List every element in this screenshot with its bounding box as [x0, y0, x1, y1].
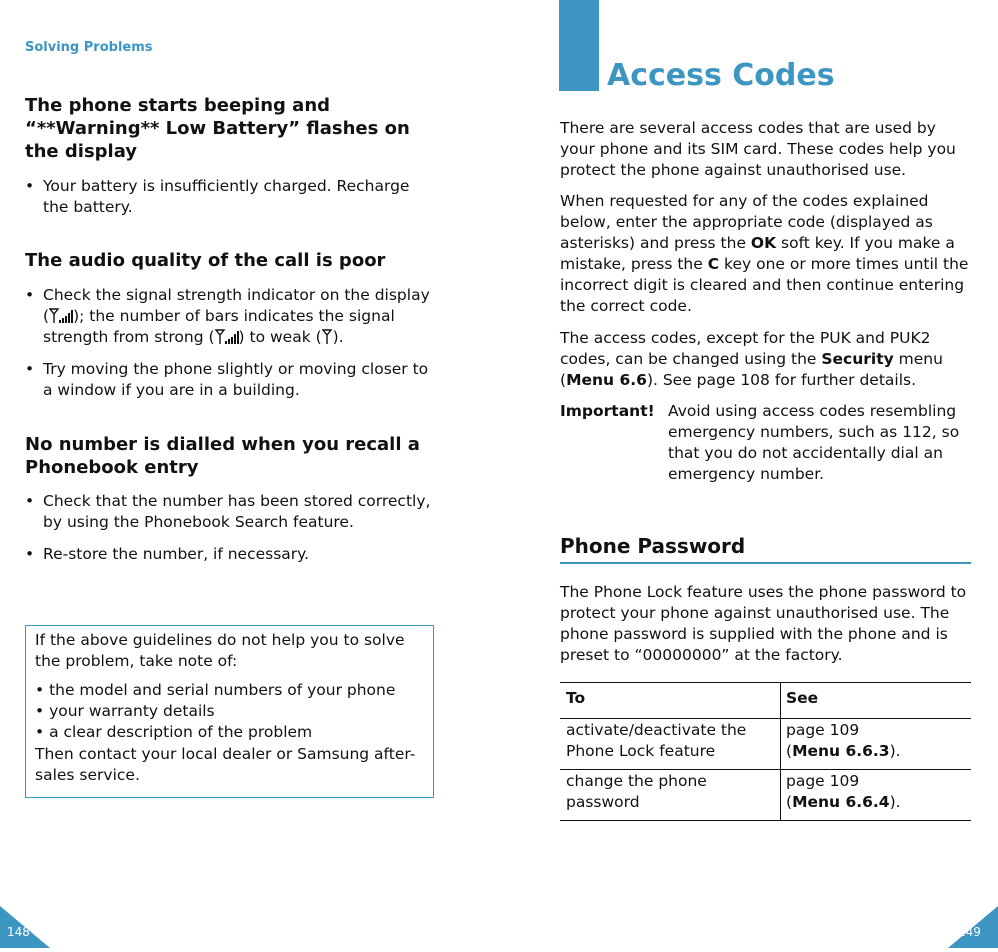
bullet-text	[43, 285, 435, 348]
text-run: soft key. If you make a mistake, press the	[560, 234, 955, 273]
page-reference: page 109	[786, 772, 860, 790]
heading-text: The phone starts beeping and “**Warning** Low Battery” flashes on the display	[25, 95, 410, 162]
text-run: Check the signal strength indicator on the display (	[43, 286, 430, 325]
text-run: The access codes, except for the PUK and PUK2 codes, can be changed using the	[560, 329, 931, 368]
menu-reference: Menu 6.6.3	[792, 742, 890, 760]
table-rule	[560, 820, 971, 821]
bullet-text: Your battery is insufficiently charged. Recharge the battery.	[43, 177, 410, 216]
note-item: • the model and serial numbers of your phone	[35, 681, 396, 699]
page-title: Access Codes	[607, 58, 835, 93]
bullet-text: Re-store the number, if necessary.	[43, 545, 310, 563]
menu-reference: Menu 6.6	[566, 371, 647, 389]
signal-strong-icon	[215, 329, 239, 345]
paragraph	[560, 328, 972, 391]
table-cell-to: change the phone password	[566, 772, 707, 811]
c-key-label: C	[707, 255, 720, 273]
page-number-tab-left	[0, 906, 50, 948]
table-cell-see	[786, 771, 966, 813]
bullet-icon: •	[25, 545, 35, 563]
bullet-text: Try moving the phone slightly or moving closer to a window if you are in a building.	[43, 360, 429, 399]
section-heading: Phone Password	[560, 534, 746, 558]
section-heading-no-number-dialled	[25, 433, 435, 479]
menu-reference-line: (Menu 6.6.4).	[786, 793, 901, 811]
table-rule	[560, 682, 971, 683]
bullet-icon: •	[25, 492, 35, 510]
important-text: Avoid using access codes resembling emergency numbers, such as 112, so that you do not accidentally dial an emergency number.	[668, 402, 960, 483]
section-rule	[560, 562, 971, 564]
text-run: ); the number of bars indicates the signal strength from strong (	[43, 307, 395, 346]
table-rule	[560, 718, 971, 719]
ok-key-label: OK	[750, 234, 777, 252]
section-heading-low-battery	[25, 94, 435, 163]
table-header-to: To	[566, 689, 586, 707]
text-run: ).	[332, 328, 344, 346]
text-run: key one or more times until the incorrect digit is cleared and then continue entering the correct code.	[560, 255, 969, 315]
signal-weak-icon	[322, 329, 333, 345]
note-item: • your warranty details	[35, 702, 215, 720]
table-header-see: See	[786, 689, 819, 707]
menu-reference: Menu 6.6.4	[792, 793, 890, 811]
bullet-icon: •	[25, 360, 35, 378]
note-item: • a clear description of the problem	[35, 723, 313, 741]
paragraph	[560, 191, 972, 317]
paragraph: The Phone Lock feature uses the phone password to protect your phone against unauthorised use. The phone password is supplied with the phone and is preset to “00000000” at the factory.	[560, 583, 967, 664]
bullet-item	[25, 285, 435, 348]
bullet-item	[25, 359, 435, 401]
text-run: When requested for any of the codes explained below, enter the appropriate code (displayed as asterisks) and press the	[560, 192, 933, 252]
bullet-item	[25, 176, 435, 218]
menu-reference-line: (Menu 6.6.3).	[786, 742, 901, 760]
section-heading-audio-quality	[25, 249, 435, 272]
text-run: ) to weak (	[238, 328, 322, 346]
bullet-text: Check that the number has been stored correctly, by using the Phonebook Search feature.	[43, 492, 431, 531]
page-number: 148	[7, 925, 30, 939]
bullet-icon: •	[25, 286, 35, 304]
bullet-item	[25, 491, 435, 533]
note-box	[25, 625, 434, 798]
page-number-tab-right	[948, 906, 998, 948]
bullet-icon: •	[25, 177, 35, 195]
note-outro: Then contact your local dealer or Samsung after-sales service.	[35, 745, 416, 784]
heading-text: No number is dialled when you recall a Phonebook entry	[25, 434, 420, 478]
heading-text: The audio quality of the call is poor	[25, 250, 386, 271]
page-number: 149	[958, 925, 981, 939]
text-run: menu (	[560, 350, 943, 389]
table-column-divider	[780, 682, 781, 821]
signal-strength-icon	[49, 308, 73, 324]
bullet-item	[25, 544, 435, 565]
important-label: Important!	[560, 402, 655, 420]
paragraph: There are several access codes that are used by your phone and its SIM card. These codes help you protect the phone against unauthorised use.	[560, 119, 956, 179]
text-run: ).	[889, 793, 901, 811]
page-reference: page 109	[786, 721, 860, 739]
table-cell-to: activate/deactivate the Phone Lock feature	[566, 721, 747, 760]
text-run: ). See page 108 for further details.	[646, 371, 917, 389]
text-run: ).	[889, 742, 901, 760]
security-menu-label: Security	[821, 350, 894, 368]
table-cell-see	[786, 720, 966, 762]
table-rule	[560, 769, 971, 770]
title-accent-bar	[559, 0, 599, 91]
running-header: Solving Problems	[25, 40, 153, 55]
note-intro: If the above guidelines do not help you to solve the problem, take note of:	[35, 631, 405, 670]
